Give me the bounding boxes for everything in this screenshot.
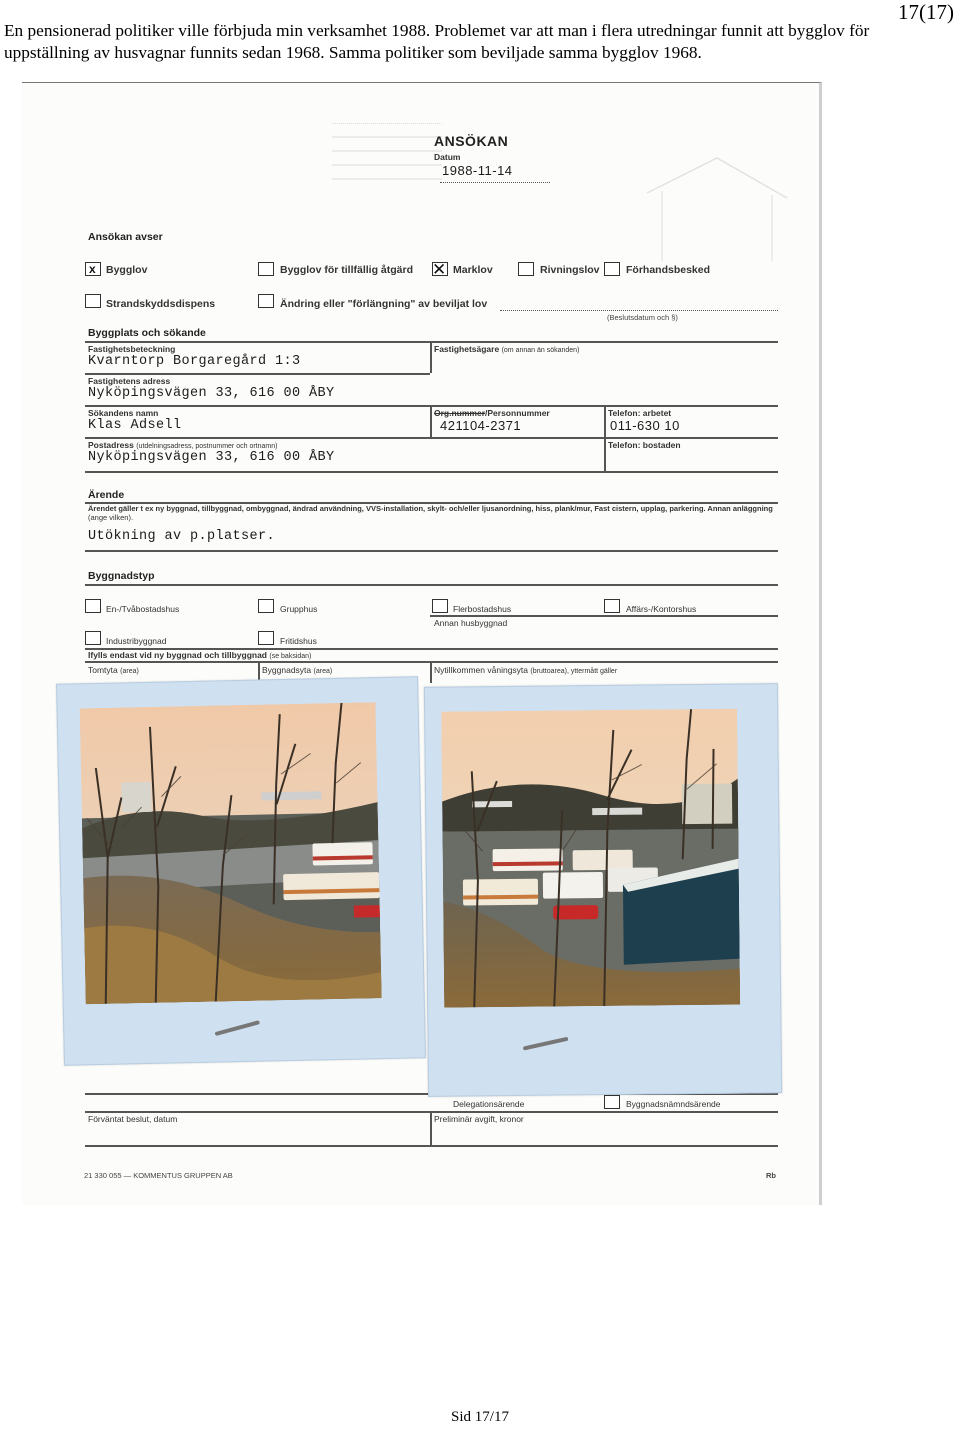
strandskydd-label: Strandskyddsdispens xyxy=(106,298,216,310)
affars-label: Affärs-/Kontorshus xyxy=(626,604,697,614)
andring-line xyxy=(500,310,778,311)
checkbox-grupphus[interactable] xyxy=(258,599,274,613)
industri-label: Industribyggnad xyxy=(106,636,167,646)
personnummer-label: Org.nummer/Personnummer xyxy=(434,408,550,418)
ansokan-avser-heading: Ansökan avser xyxy=(88,231,163,243)
photo-caravans-right xyxy=(441,709,740,1008)
byggnadsyta-label: Byggnadsyta (area) xyxy=(262,665,333,675)
arende-help-text: Ärendet gäller t ex ny byggnad, tillbyggnad, ombyggnad, ändrad användning, VVS-installation, skylt- och/eller ljusanordning, hiss, plank/mur, Fast cistern, upplag, parkering. Annan anläggning (ange vilken). xyxy=(88,504,773,522)
staple-right xyxy=(523,1037,569,1051)
fastighetsagare-label: Fastighetsägare (om annan än sökanden) xyxy=(434,344,580,354)
marklov-label: Marklov xyxy=(453,264,493,276)
polaroid-photo-right xyxy=(424,683,782,1097)
photo-caravans-left xyxy=(80,702,382,1004)
fastighetens-adress-label: Fastighetens adress xyxy=(88,376,171,386)
annan-husbyggnad-label: Annan husbyggnad xyxy=(434,618,508,628)
checkbox-fritidshus[interactable] xyxy=(258,631,274,645)
grupphus-label: Grupphus xyxy=(280,604,318,614)
byggnadstyp-heading: Byggnadstyp xyxy=(88,570,155,582)
checkbox-byggnadsnamndsarende[interactable] xyxy=(604,1095,620,1109)
rivningslov-label: Rivningslov xyxy=(540,264,600,276)
checkbox-affars[interactable] xyxy=(604,599,620,613)
sokandens-namn-value: Klas Adsell xyxy=(88,418,182,433)
house-outline-icon xyxy=(642,153,792,263)
ifylls-label: Ifylls endast vid ny byggnad och tillbyggnad (se baksidan) xyxy=(88,650,312,660)
sokandens-namn-label: Sökandens namn xyxy=(88,408,159,418)
tillfallig-label: Bygglov för tillfällig åtgärd xyxy=(280,264,414,276)
checkbox-mark-bygglov: x xyxy=(89,262,96,276)
beslutsdatum-note: (Beslutsdatum och §) xyxy=(607,313,678,322)
page-footer: Sid 17/17 xyxy=(451,1409,509,1425)
checkbox-flerbostadshus[interactable] xyxy=(432,599,448,613)
byggplats-heading: Byggplats och sökande xyxy=(88,327,206,339)
datum-label: Datum xyxy=(434,152,461,162)
forhandsbesked-label: Förhandsbesked xyxy=(626,264,711,276)
fastighetens-adress-value: Nyköpingsvägen 33, 616 00 ÅBY xyxy=(88,386,335,401)
checkbox-tillfallig[interactable] xyxy=(258,262,274,276)
forvantat-beslut-label: Förväntat beslut, datum xyxy=(88,1114,178,1124)
caption-text: En pensionerad politiker ville förbjuda min verksamhet 1988. Problemet var att man i flera utredningar funnit att bygglov för uppställning av husvagnar funnits sedan 1968. Samma politiker som beviljade samma bygglov 1968. xyxy=(4,21,870,62)
datum-line xyxy=(440,182,550,183)
checkbox-forhandsbesked[interactable] xyxy=(604,262,620,276)
byggnadsnamndsarende-label: Byggnadsnämndsärende xyxy=(626,1099,721,1109)
telefon-arbetet-value: 011-630 10 xyxy=(610,418,680,433)
nytillkommen-label: Nytillkommen våningsyta (bruttoarea), yttermått gäller xyxy=(434,665,618,675)
arende-value: Utökning av p.platser. xyxy=(88,529,276,544)
checkbox-rivningslov[interactable] xyxy=(518,262,534,276)
checkbox-industri[interactable] xyxy=(85,631,101,645)
flerbostadshus-label: Flerbostadshus xyxy=(453,604,512,614)
staple-left xyxy=(215,1020,260,1036)
datum-value: 1988-11-14 xyxy=(442,163,513,178)
postadress-label: Postadress (utdelningsadress, postnummer och ortnamn) xyxy=(88,440,278,450)
telefon-arbetet-label: Telefon: arbetet xyxy=(608,408,672,418)
fritidshus-label: Fritidshus xyxy=(280,636,317,646)
fastighetsbeteckning-value: Kvarntorp Borgaregård 1:3 xyxy=(88,354,301,369)
postadress-value: Nyköpingsvägen 33, 616 00 ÅBY xyxy=(88,450,335,465)
page-number: 17(17) xyxy=(898,0,954,24)
bleed-through-text xyxy=(332,123,442,204)
andring-label: Ändring eller "förlängning" av beviljat lov xyxy=(280,298,488,310)
form-code: 21 330 055 — KOMMENTUS GRUPPEN AB xyxy=(84,1171,233,1180)
checkbox-en-tva[interactable] xyxy=(85,599,101,613)
delegationsarende-label: Delegationsärende xyxy=(453,1099,525,1109)
form-code-right: Rb xyxy=(766,1171,776,1180)
en-tva-label: En-/Tvåbostadshus xyxy=(106,604,180,614)
preliminar-avgift-label: Preliminär avgift, kronor xyxy=(434,1114,524,1124)
bygglov-label: Bygglov xyxy=(106,264,148,276)
polaroid-photo-left xyxy=(56,676,426,1065)
form-title: ANSÖKAN xyxy=(434,133,509,149)
personnummer-value: 421104-2371 xyxy=(440,418,522,433)
fastighetsbeteckning-label: Fastighetsbeteckning xyxy=(88,344,176,354)
checkbox-andring[interactable] xyxy=(258,294,274,308)
scanned-application-form xyxy=(22,82,822,1205)
arende-heading: Ärende xyxy=(88,489,125,501)
checkbox-strandskydd[interactable] xyxy=(85,294,101,308)
checkbox-mark-marklov: ✕ xyxy=(432,260,447,279)
tomtyta-label: Tomtyta (area) xyxy=(88,665,139,675)
telefon-bostaden-label: Telefon: bostaden xyxy=(608,440,681,450)
